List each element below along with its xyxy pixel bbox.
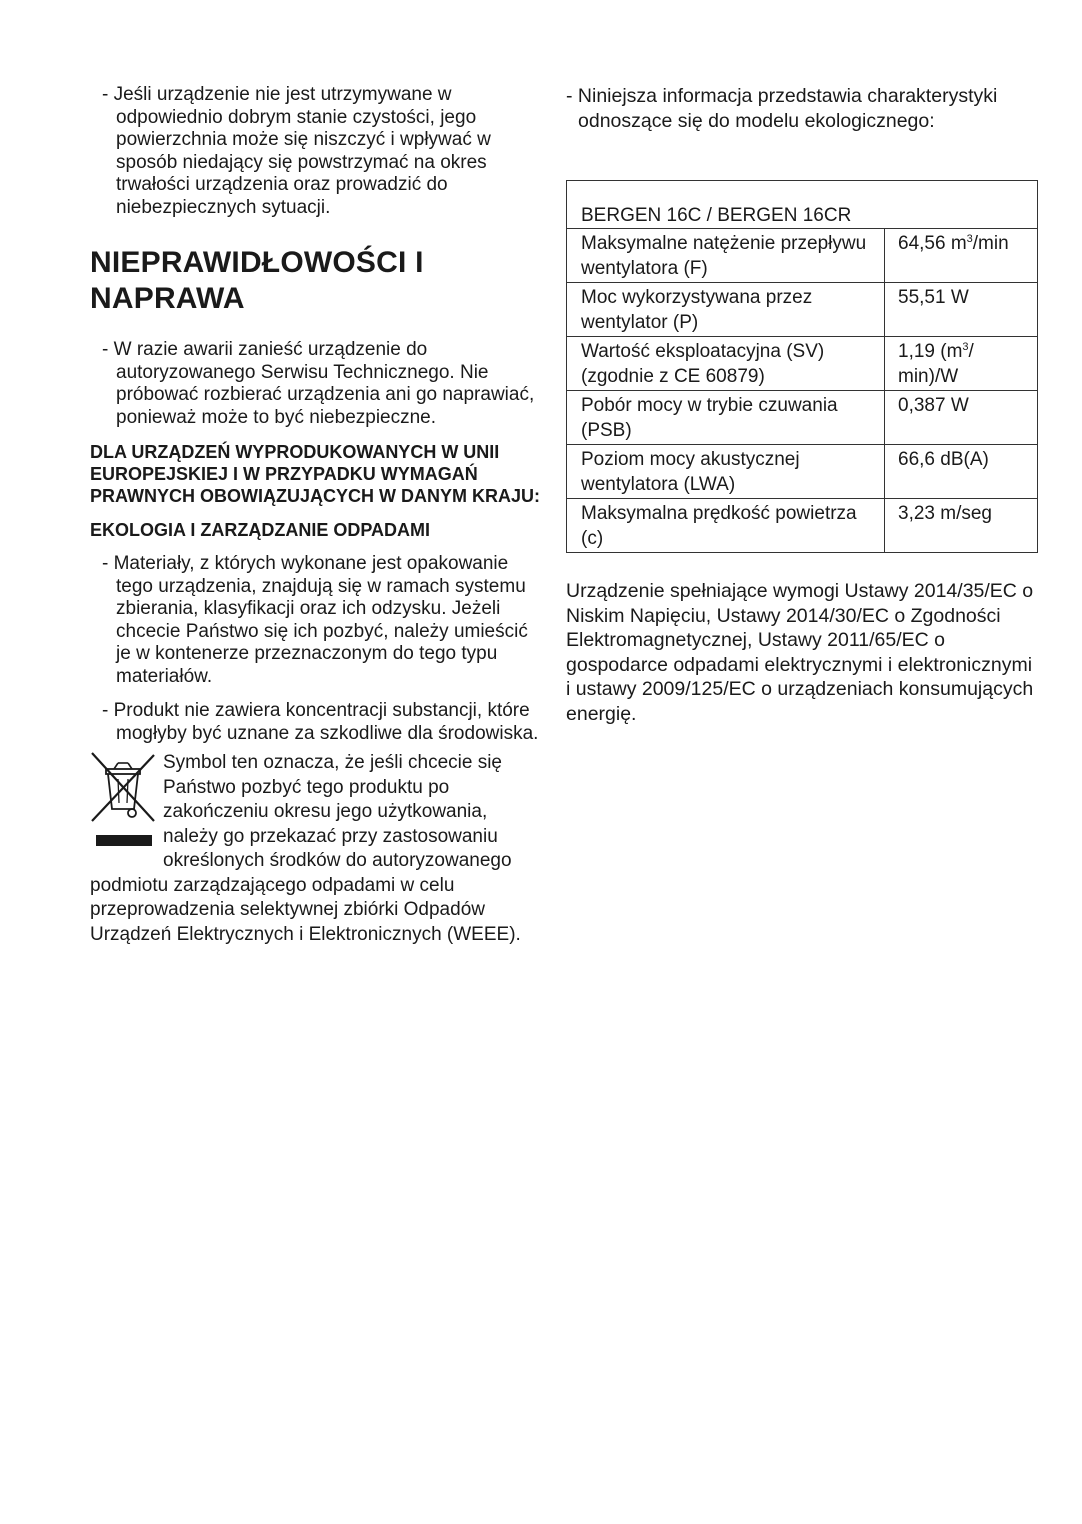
- spec-label: Maksymalne natężenie przepływu wentylatora (F): [567, 229, 885, 283]
- ecology-heading: EKOLOGIA I ZARZĄDZANIE ODPADAMI: [90, 520, 430, 540]
- eco-spec-table: [566, 180, 1038, 553]
- spec-label: Moc wykorzystywana przez wentylator (P): [567, 283, 885, 337]
- weee-section: [90, 751, 542, 947]
- spec-value: 66,6 dB(A): [885, 445, 1038, 499]
- table-header-row: [567, 181, 1038, 229]
- value-sup: 3: [966, 233, 973, 245]
- model-name: BERGEN 16C / BERGEN 16CR: [567, 181, 1038, 229]
- packaging-materials-text: - Materiały, z których wykonane jest opakowanie tego urządzenia, znajdują się w ramach systemu zbierania, klasyfikacji oraz ich odzysku. Jeżeli chcecie Państwo się ich pozbyć, należy umieścić je w kontenerze przeznaczonym do tego typu materiałów.: [102, 553, 528, 687]
- value-sup: 3: [962, 341, 969, 353]
- weee-line-1: Symbol ten oznacza, że jeśli chcecie się: [163, 752, 502, 773]
- weee-line-2: Państwo pozbyć tego produktu po: [163, 776, 450, 798]
- table-row: [567, 499, 1038, 553]
- spec-value: 55,51 W: [885, 283, 1038, 337]
- cleanliness-warning: - Jeśli urządzenie nie jest utrzymywane w odpowiednio dobrym stanie czystości, jego powierzchnia może się niszczyć i wpływać w sposób niedający się powstrzymać na okres trwałości urządzenia oraz prowadzić do niebezpiecznych sytuacji.: [102, 84, 491, 218]
- weee-line-5: określonych środków do autoryzowanego: [163, 850, 512, 871]
- left-column: [90, 84, 542, 947]
- eu-devices-heading: DLA URZĄDZEŃ WYPRODUKOWANYCH W UNII EUROPEJSKIEJ I W PRZYPADKU WYMAGAŃ PRAWNYCH OBOWIĄZUJĄCYCH W DANYM KRAJU:: [90, 442, 540, 506]
- spec-label: Pobór mocy w trybie czuwania (PSB): [567, 391, 885, 445]
- table-row: [567, 337, 1038, 391]
- spec-value: 3,23 m/seg: [885, 499, 1038, 553]
- spec-value: [885, 229, 1038, 283]
- weee-line-3: zakończeniu okresu jego użytkowania,: [163, 801, 488, 822]
- value-main: 64,56 m: [898, 233, 967, 254]
- compliance-text: Urządzenie spełniające wymogi Ustawy 2014/35/EC o Niskim Napięciu, Ustawy 2014/30/EC o Zgodności Elektromagnetycznej, Ustawy 2011/65/EC o gospodarce odpadami elektrycznymi i elektronicznymi i ustawy 2009/125/EC o urządzeniach konsumujących energię.: [566, 580, 1034, 725]
- substances-text: - Produkt nie zawiera koncentracji substancji, które mogłyby być uznane za szkodliwe dla środowiska.: [102, 700, 539, 744]
- heading-line-1: NIEPRAWIDŁOWOŚCI I: [90, 246, 424, 279]
- right-column: [566, 84, 1040, 726]
- spec-label: Maksymalna prędkość powietrza (c): [567, 499, 885, 553]
- spec-value: [885, 337, 1038, 391]
- heading-line-2: NAPRAWA: [90, 282, 245, 315]
- spec-label: Poziom mocy akustycznej wentylatora (LWA): [567, 445, 885, 499]
- weee-line-4: należy go przekazać przy zastosowaniu: [163, 825, 498, 847]
- value-suffix: /min: [972, 233, 1009, 254]
- weee-text-continued: podmiotu zarządzającego odpadami w celu przeprowadzenia selektywnej zbiórki Odpadów Urządzeń Elektrycznych i Elektronicznych (WEEE).: [90, 874, 521, 945]
- spec-value: 0,387 W: [885, 391, 1038, 445]
- spec-label: Wartość eksploatacyjna (SV) (zgodnie z CE 60879): [567, 337, 885, 391]
- value-main: 1,19 (m: [898, 341, 963, 362]
- crossed-out-wheelie-bin-icon: [90, 751, 160, 847]
- section-heading: [90, 245, 542, 317]
- repair-instructions: - W razie awarii zanieść urządzenie do autoryzowanego Serwisu Technicznego. Nie próbować rozbierać urządzenia ani go naprawiać, ponieważ może to być niebezpieczne.: [102, 339, 535, 428]
- table-row: [567, 445, 1038, 499]
- table-row: [567, 283, 1038, 337]
- table-row: [567, 391, 1038, 445]
- table-row: [567, 229, 1038, 283]
- value-suffix: / min)/W: [898, 341, 974, 387]
- eco-model-intro: - Niniejsza informacja przedstawia charakterystyki odnoszące się do modelu ekologicznego:: [566, 85, 998, 132]
